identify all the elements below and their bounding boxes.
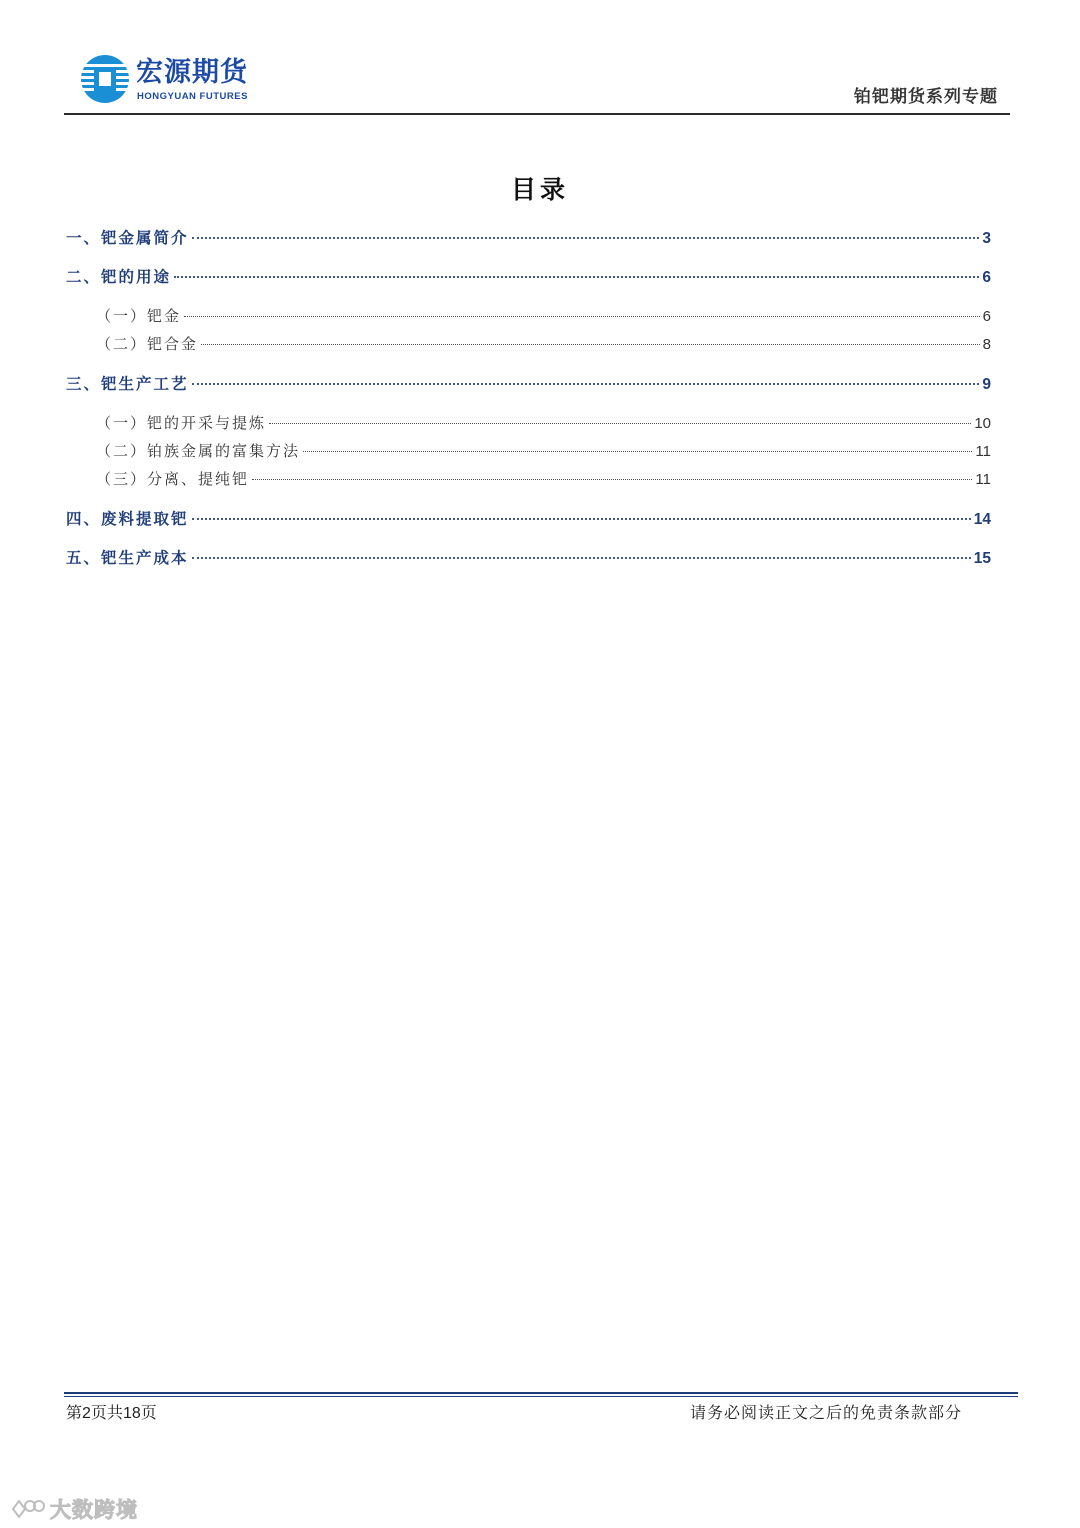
dot-leader [192,237,980,239]
toc-entry-label: （一）钯金 [96,307,182,325]
toc-entry-label: 五、钯生产成本 [66,548,189,567]
toc-subentry[interactable] [66,468,991,489]
page-header [64,50,1010,114]
toc-entry-label: （三）分离、提纯钯 [96,470,250,488]
toc-entry-label: 一、钯金属简介 [66,228,189,247]
toc-entry-page: 9 [982,376,991,393]
header-divider [64,113,1010,115]
watermark [10,1494,138,1524]
page-middle: 页共 [90,1403,123,1422]
toc-entry-label: （一）钯的开采与提炼 [96,414,267,432]
toc-entry-page: 11 [975,443,991,460]
watermark-text: 大数跨境 [50,1498,138,1522]
toc-subentry[interactable] [66,305,991,326]
toc-entry[interactable] [66,507,991,529]
toc-entry-label: 四、废料提取钯 [66,509,189,528]
dot-leader [192,557,971,559]
toc-entry-page: 8 [982,336,991,353]
dot-leader [269,423,971,424]
dot-leader [252,479,972,480]
dot-leader [192,383,980,385]
toc-entry[interactable] [66,226,991,248]
toc-subentry[interactable] [66,440,991,461]
toc-title: 目录 [510,175,569,204]
toc-entry-page: 11 [975,471,991,488]
page-number [66,1400,157,1423]
toc-entry-label: （二）铂族金属的富集方法 [96,442,301,460]
toc-subentry[interactable] [66,333,991,354]
series-title: 铂钯期货系列专题 [854,87,998,107]
toc-entry-label: 二、钯的用途 [66,267,172,286]
dot-leader [303,451,972,452]
total-pages: 18 [122,1405,141,1422]
toc-entry[interactable] [66,265,991,287]
toc-entry-label: （二）钯合金 [96,335,199,353]
toc-entry[interactable] [66,546,991,568]
dot-leader [192,518,971,520]
toc-entry-page: 3 [982,230,991,247]
toc-entry-page: 14 [973,511,991,528]
toc-subentry[interactable] [66,412,991,433]
toc-entry-page: 15 [973,550,991,567]
hongyuan-logo-icon [80,54,130,104]
toc-entry-page: 10 [974,415,991,432]
company-logo [80,54,280,106]
disclaimer-note: 请务必阅读正文之后的免责条款部分 [689,1403,962,1422]
dot-leader [184,316,980,317]
page-prefix: 第 [66,1403,83,1422]
toc-entry-page: 6 [982,308,991,325]
toc-entry[interactable] [66,372,991,394]
logo-english-name: HONGYUAN FUTURES [137,91,248,102]
toc-entry-label: 三、钯生产工艺 [66,374,189,393]
footer-divider [64,1392,1018,1394]
footer-divider-thin [64,1396,1018,1397]
wechat-style-logo-icon [10,1496,46,1522]
page-suffix: 页 [140,1403,157,1422]
logo-chinese-name: 宏源期货 [136,57,248,88]
current-page: 2 [82,1405,91,1422]
dot-leader [174,276,979,278]
toc-entry-page: 6 [982,269,991,286]
dot-leader [201,344,980,345]
